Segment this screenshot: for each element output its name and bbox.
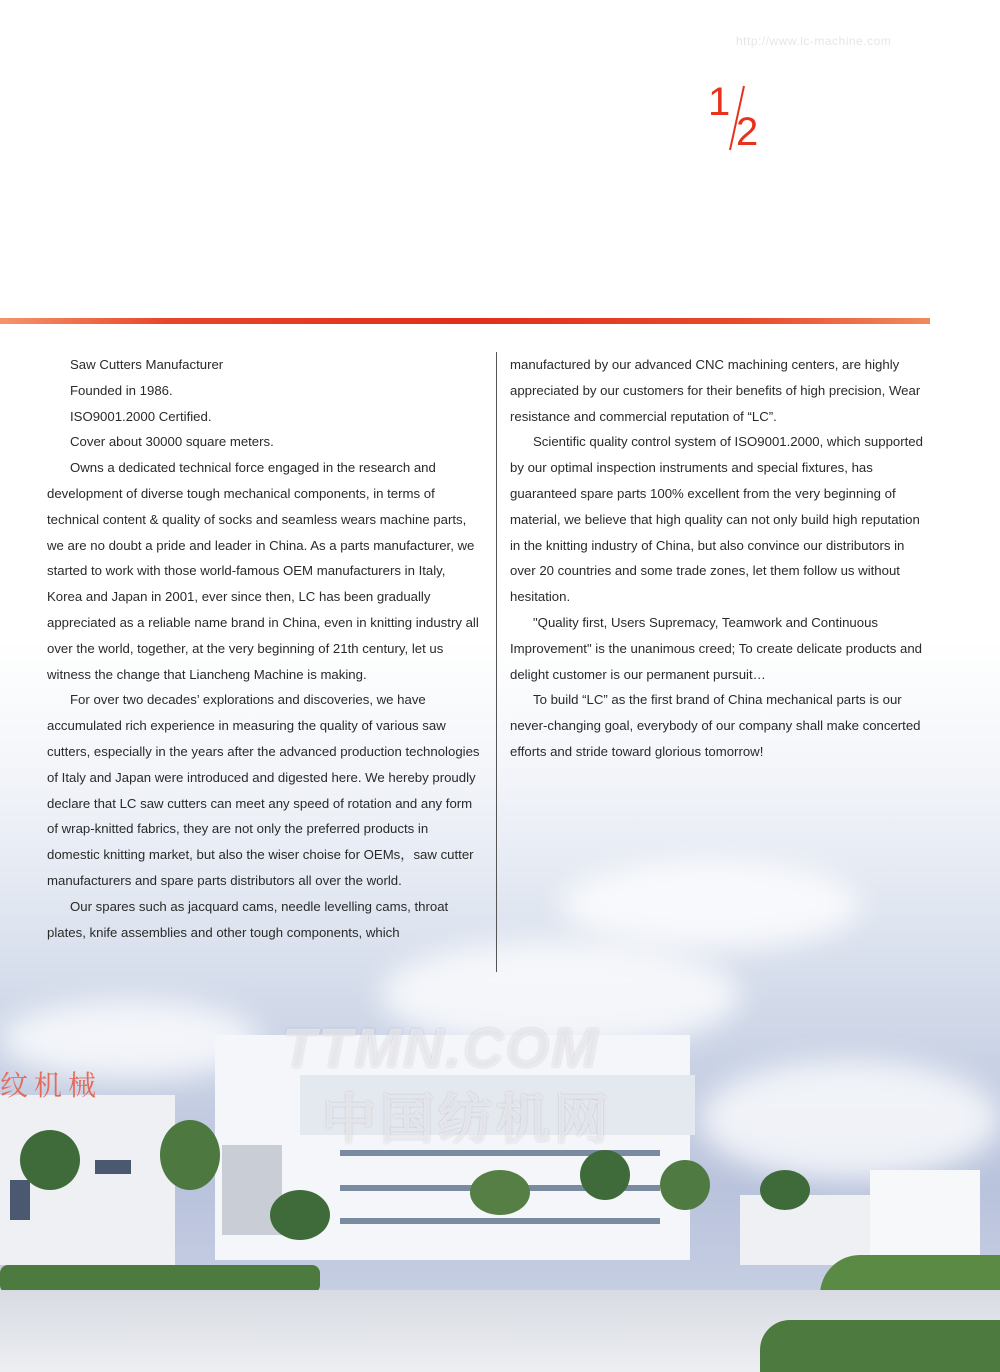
paragraph: manufactured by our advanced CNC machining centers, are highly appreciated by our customers for their benefits of high precision, Wear resistance and commercial reputation of “LC”. bbox=[510, 357, 921, 424]
paragraph: Our spares such as jacquard cams, needle levelling cams, throat plates, knife assemblies and other tough components, which bbox=[47, 898, 449, 940]
column-divider bbox=[496, 352, 497, 972]
fraction-denominator: 2 bbox=[736, 110, 759, 154]
paragraph: Founded in 1986. bbox=[70, 382, 173, 398]
header-rule bbox=[0, 318, 930, 324]
fraction-slash-icon bbox=[700, 80, 770, 155]
paragraph: Cover about 30000 square meters. bbox=[70, 434, 274, 450]
paragraph: Saw Cutters Manufacturer bbox=[70, 357, 224, 372]
paragraph: For over two decades’ explorations and discoveries, we have accumulated rich experience in measuring the quality of various saw cutters, especially in the years after the advanced production technologies of Italy and Japan were introduced and digested here. We hereby proudly declare that LC saw cutters can meet any speed of rotation and any form of wrap-knitted fabrics, they are not only the preferred products in domestic knitting market, but also the wiser choise for OEMs，saw cutter manufacturers and spare parts distributors all over the world. bbox=[47, 692, 480, 888]
site-watermark bbox=[282, 1015, 722, 1155]
paragraph: "Quality first, Users Supremacy, Teamwork and Continuous Improvement" is the unanimous creed; To create delicate products and delight customer is our permanent pursuit… bbox=[510, 614, 923, 682]
left-text-column bbox=[47, 352, 483, 945]
paragraph: Owns a dedicated technical force engaged in the research and development of diverse tough mechanical components, in terms of technical content & quality of socks and seamless wears machine parts, we are no doubt a pride and leader in China. As a parts manufacturer, we started to work with those world-famous OEM manufacturers in Italy, Korea and Japan in 2001, ever since then, LC has been gradually appreciated as a reliable name brand in China, even in knitting industry all over the world, together, at the very beginning of 21th century, let us witness the change that Liancheng Machine is making. bbox=[47, 460, 479, 682]
building-sign-text: 纹机械 bbox=[0, 1070, 103, 1101]
website-url: http://www.lc-machine.com bbox=[736, 34, 892, 48]
paragraph: Scientific quality control system of ISO9001.2000, which supported by our optimal inspection instruments and special fixtures, has guaranteed spare parts 100% excellent from the very beginning of material, we believe that high quality can not only build high reputation in the knitting industry of China, but also convince our distributors in over 20 countries and some trade zones, let them follow us without hesitation. bbox=[510, 434, 923, 605]
paragraph: ISO9001.2000 Certified. bbox=[70, 408, 212, 424]
right-text-column bbox=[510, 352, 930, 765]
paragraph: To build “LC” as the first brand of China mechanical parts is our never-changing goal, everybody of our company shall make concerted efforts and stride toward glorious tomorrow! bbox=[510, 692, 921, 759]
watermark-cn: 中国纺机网 bbox=[322, 1090, 612, 1150]
page-fraction bbox=[700, 80, 770, 155]
fraction-numerator: 1 bbox=[708, 80, 731, 124]
watermark-en: TTMN.COM bbox=[282, 1016, 600, 1079]
